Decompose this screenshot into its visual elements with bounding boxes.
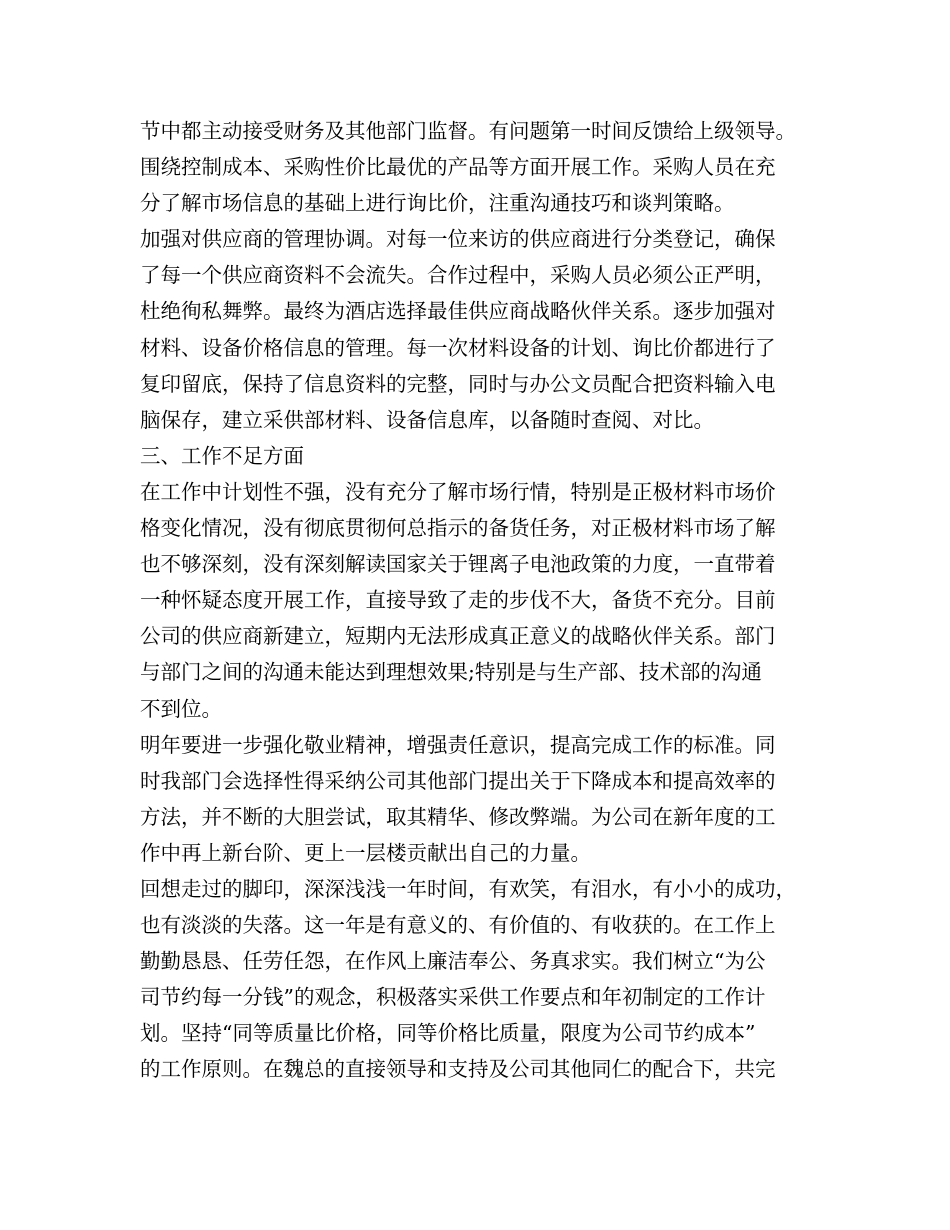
section-heading: 三、工作不足方面 [140,443,304,468]
text-line: 节中都主动接受财务及其他部门监督。有问题第一时间反馈给上级领导。 [140,119,796,143]
text-line: 杜绝徇私舞弊。最终为酒店选择最佳供应商战略伙伴关系。逐步加强对 [140,299,776,324]
text-line: 回想走过的脚印，深深浅浅一年时间，有欢笑，有泪水，有小小的成功， [140,876,796,901]
text-line: 司节约每一分钱”的观念，积极落实采供工作要点和年初制定的工作计 [140,985,766,1010]
text-line: 划。坚持“同等质量比价格，同等价格比质量，限度为公司节约成本” [140,1021,756,1046]
text-line: 围绕控制成本、采购性价比最优的产品等方面开展工作。采购人员在充 [140,155,776,180]
text-line: 复印留底，保持了信息资料的完整，同时与办公文员配合把资料输入电 [140,371,776,396]
text-line: 了每一个供应商资料不会流失。合作过程中，采购人员必须公正严明， [140,263,776,288]
text-line: 材料、设备价格信息的管理。每一次材料设备的计划、询比价都进行了 [140,335,776,360]
text-line: 的工作原则。在魏总的直接领导和支持及公司其他同仁的配合下，共完 [140,1057,776,1082]
text-line: 分了解市场信息的基础上进行询比价，注重沟通技巧和谈判策略。 [140,191,735,216]
text-line: 在工作中计划性不强，没有充分了解市场行情，特别是正极材料市场价 [140,479,776,504]
text-line: 一种怀疑态度开展工作，直接导致了走的步伐不大，备货不充分。目前 [140,588,776,613]
text-line: 也不够深刻，没有深刻解读国家关于锂离子电池政策的力度，一直带着 [140,552,776,577]
text-line: 格变化情况，没有彻底贯彻何总指示的备货任务，对正极材料市场了解 [140,516,776,541]
text-line: 脑保存，建立采供部材料、设备信息库，以备随时查阅、对比。 [140,407,714,432]
text-line: 也有淡淡的失落。这一年是有意义的、有价值的、有收获的。在工作上 [140,913,776,938]
document-body [140,113,840,1088]
text-line: 方法，并不断的大胆尝试，取其精华、修改弊端。为公司在新年度的工 [140,804,776,829]
text-line: 作中再上新台阶、更上一层楼贡献出自己的力量。 [140,840,591,865]
text-line: 时我部门会选择性得采纳公司其他部门提出关于下降成本和提高效率的 [140,768,776,793]
text-line: 勤勤恳恳、任劳任怨，在作风上廉洁奉公、务真求实。我们树立“为公 [140,949,766,974]
text-line: 公司的供应商新建立，短期内无法形成真正意义的战略伙伴关系。部门 [140,624,776,649]
text-line: 加强对供应商的管理协调。对每一位来访的供应商进行分类登记，确保 [140,227,776,252]
text-line: 与部门之间的沟通未能达到理想效果;特别是与生产部、技术部的沟通 [140,660,762,685]
text-line: 明年要进一步强化敬业精神，增强责任意识，提高完成工作的标准。同 [140,732,776,757]
text-line: 不到位。 [140,696,222,721]
